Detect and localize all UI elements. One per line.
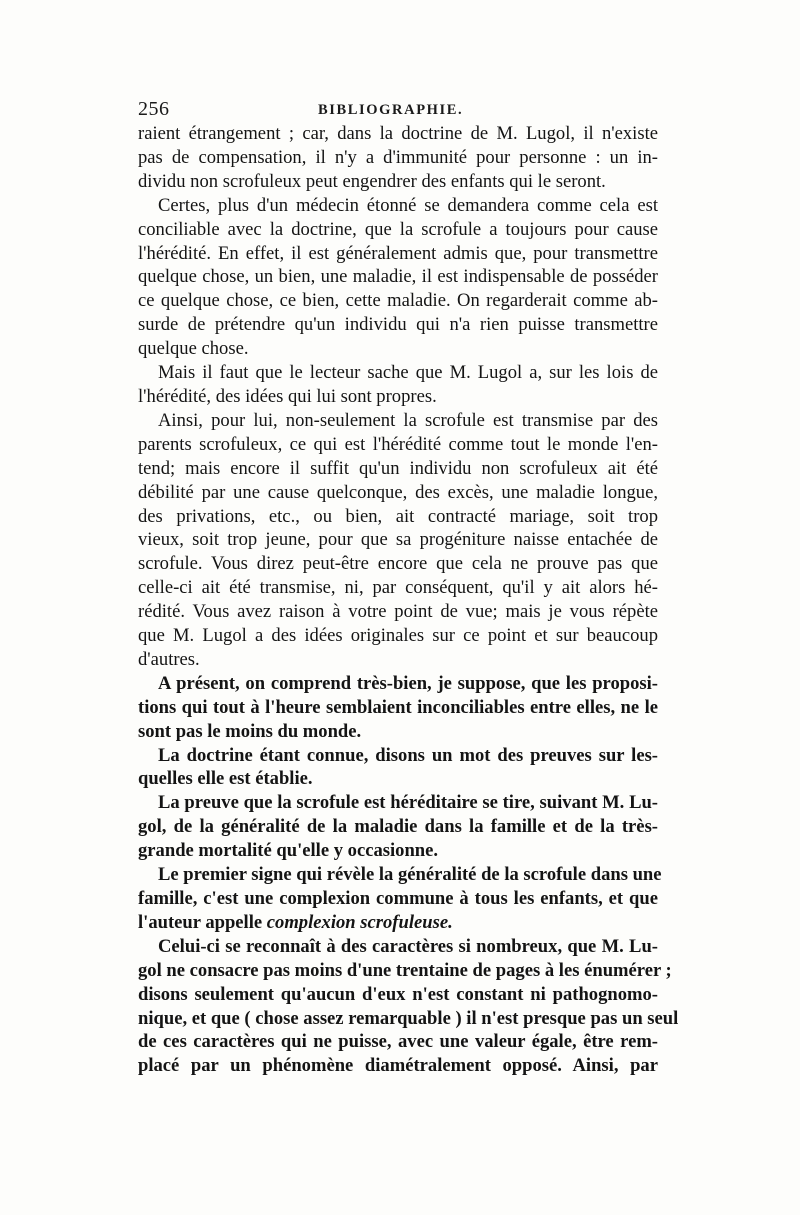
text-line: A présent, on comprend très-bien, je suppose, que les proposi- — [158, 672, 658, 694]
text-line: La doctrine étant connue, disons un mot des preuves sur les- — [158, 744, 658, 766]
text-line: surde de prétendre qu'un individu qui n'a rien puisse transmettre — [138, 314, 658, 336]
text-line: parents scrofuleux, ce qui est l'hérédité comme tout le monde l'en- — [138, 433, 658, 455]
text-line: sont pas le moins du monde. — [138, 720, 362, 742]
paragraph-4 — [138, 409, 658, 672]
bold-section — [138, 672, 679, 1078]
text-line: quelque chose. — [138, 338, 249, 360]
text-line: dividu non scrofuleux peut engendrer des enfants qui le seront. — [138, 170, 606, 192]
running-head — [138, 98, 658, 124]
text-line: quelles elle est établie. — [138, 768, 313, 790]
text-line: raient étrangement ; car, dans la doctrine de M. Lugol, il n'existe — [138, 123, 658, 144]
text-line: La preuve que la scrofule est héréditaire se tire, suivant M. Lu- — [158, 792, 658, 814]
paragraph-9 — [138, 935, 679, 1078]
text-line: quelque chose, un bien, une maladie, il est indispensable de posséder — [138, 266, 658, 288]
text-line: scrofule. Vous direz peut-être encore que cela ne prouve pas que — [138, 553, 658, 575]
text-line: rédité. Vous avez raison à votre point de vue; mais je vous répète — [138, 601, 658, 623]
paragraph-5 — [138, 672, 658, 744]
paragraph-3 — [138, 361, 658, 409]
text-line: famille, c'est une complexion commune à tous les enfants, et que — [138, 888, 658, 909]
text-line: vieux, soit trop jeune, pour que sa progéniture naisse entachée de — [138, 529, 658, 551]
paragraph-8 — [138, 863, 662, 935]
text-line: conciliable avec la doctrine, que la scrofule a toujours pour cause — [138, 218, 658, 240]
text-line: placé par un phénomène diamétralement opposé. Ainsi, par — [138, 1055, 658, 1077]
paragraph-7 — [138, 791, 658, 863]
text-line: de ces caractères qui ne puisse, avec une valeur égale, être rem- — [138, 1031, 658, 1053]
paragraph-2 — [138, 194, 658, 361]
italic-term: complexion scrofuleuse. — [266, 911, 453, 933]
text-fragment: l'auteur appelle — [138, 911, 263, 933]
text-line: que M. Lugol a des idées originales sur ce point et sur beaucoup — [138, 625, 658, 647]
body-text — [138, 122, 679, 1078]
text-line: gol ne consacre pas moins d'une trentaine de pages à les énumérer ; — [138, 959, 672, 981]
text-line: Certes, plus d'un médecin étonné se demandera comme cela est — [158, 194, 658, 216]
text-line: celle-ci ait été transmise, ni, par conséquent, qu'il y ait alors hé- — [138, 577, 658, 599]
text-line: Mais il faut que le lecteur sache que M. Lugol a, sur les lois de — [158, 362, 658, 384]
text-line: Ainsi, pour lui, non-seulement la scrofule est transmise par des — [158, 409, 658, 431]
text-line: nique, et que ( chose assez remarquable ) il n'est presque pas un seul — [138, 1007, 679, 1029]
text-line: l'hérédité, des idées qui lui sont propres. — [138, 385, 437, 407]
running-title: BIBLIOGRAPHIE. — [318, 102, 464, 118]
text-line: Le premier signe qui révèle la généralité de la scrofule dans une — [158, 864, 662, 886]
text-line: ce quelque chose, ce bien, cette maladie. On regarderait comme ab- — [138, 290, 658, 312]
text-line-with-italic — [138, 911, 658, 935]
page-number: 256 — [138, 98, 170, 120]
text-line: tend; mais encore il suffit qu'un individu non scrofuleux ait été — [138, 457, 658, 479]
text-line: grande mortalité qu'elle y occasionne. — [138, 840, 439, 862]
text-line: d'autres. — [138, 648, 200, 670]
text-line: des privations, etc., ou bien, ait contracté mariage, soit trop — [138, 505, 658, 527]
text-line: tions qui tout à l'heure semblaient inconciliables entre elles, ne le — [138, 696, 658, 718]
paragraph-6 — [138, 744, 658, 792]
text-line: l'hérédité. En effet, il est généralement admis que, pour transmettre — [138, 242, 658, 264]
text-line: Celui-ci se reconnaît à des caractères si nombreux, que M. Lu- — [158, 935, 658, 957]
text-line: disons seulement qu'aucun d'eux n'est constant ni pathognomo- — [138, 983, 658, 1005]
text-line: gol, de la généralité de la maladie dans la famille et de la très- — [138, 816, 658, 838]
text-line: pas de compensation, il n'y a d'immunité pour personne : un in- — [138, 146, 658, 168]
paragraph-1 — [138, 122, 658, 194]
text-line: débilité par une cause quelconque, des excès, une maladie longue, — [138, 481, 658, 503]
